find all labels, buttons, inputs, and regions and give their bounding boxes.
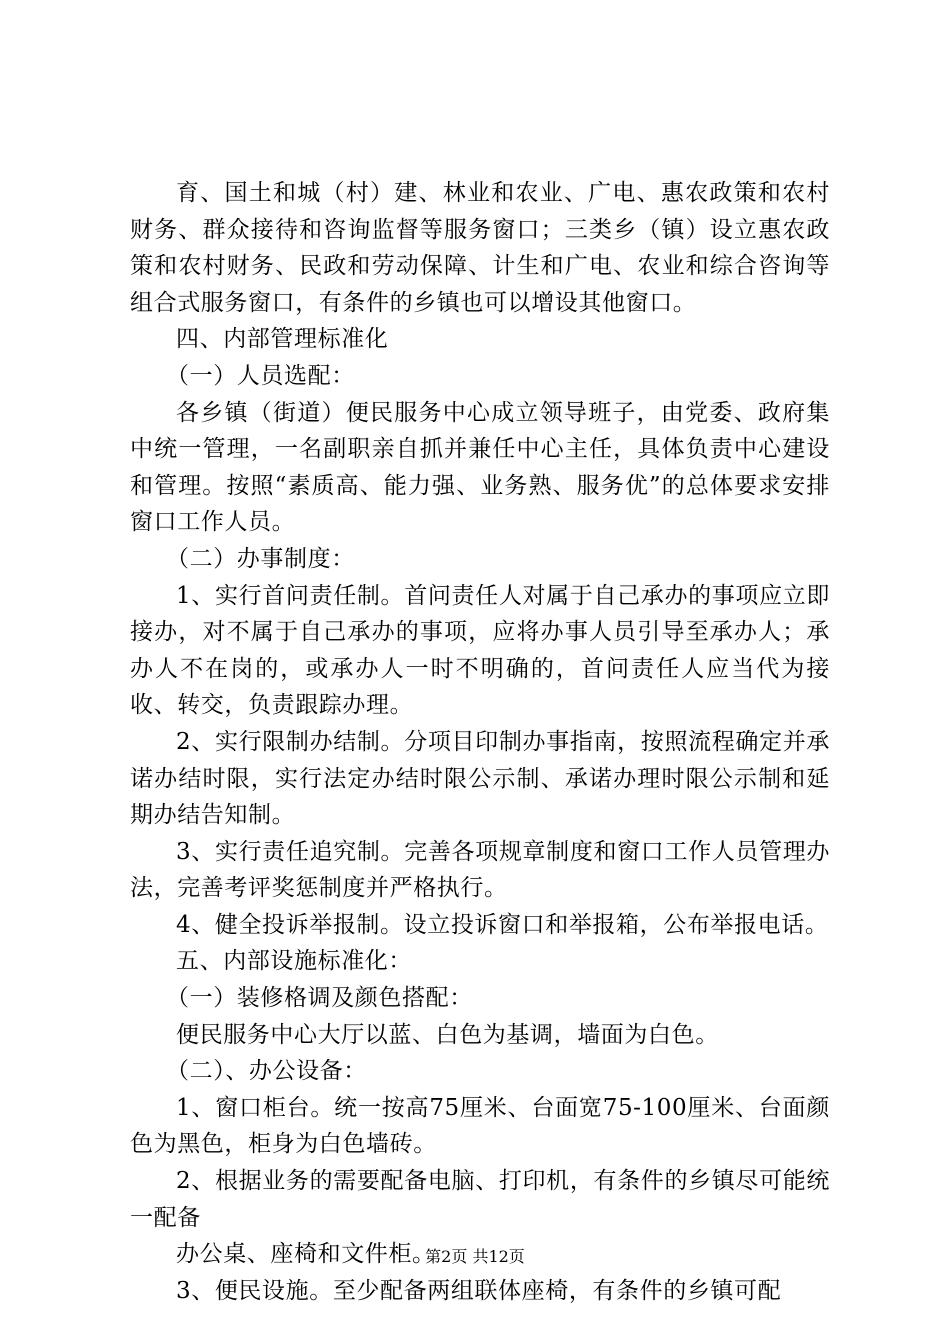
paragraph-furniture: 办公桌、座椅和文件柜。 xyxy=(176,1241,436,1268)
paragraph-staff-selection: 各乡镇（街道）便民服务中心成立领导班子，由党委、政府集中统一管理，一名副职亲自抓并兼任中心主任，具体负责中心建设和管理。按照“素质高、能力强、业务熟、服务优”的总体要求安排窗口工作人员。 xyxy=(130,399,830,536)
paragraph-accountability: 3、实行责任追究制。完善各项规章制度和窗口工作人员管理办法，完善考评奖惩制度并严格执行。 xyxy=(130,838,830,902)
paragraph-computers: 2、根据业务的需要配备电脑、打印机，有条件的乡镇尽可能统一配备 xyxy=(130,1168,830,1231)
paragraph-complaints: 4、健全投诉举报制。设立投诉窗口和举报箱，公布举报电话。 xyxy=(176,911,829,938)
subheading-decoration: （一）装修格调及颜色搭配： xyxy=(166,985,473,1012)
document-body xyxy=(130,175,830,1309)
subheading-work-system: （二）办事制度： xyxy=(166,545,355,572)
paragraph-time-limit: 2、实行限制办结制。分项目印制办事指南，按照流程确定并承诺办结时限，实行法定办结时限公示制、承诺办理时限公示制和延期办结告知制。 xyxy=(130,728,830,829)
paragraph-window-services: 育、国土和城（村）建、林业和农业、广电、惠农政策和农村财务、群众接待和咨询监督等服务窗口；三类乡（镇）设立惠农政策和农村财务、民政和劳动保障、计生和广电、农业和综合咨询等组合式服务窗口，有条件的乡镇也可以增设其他窗口。 xyxy=(130,180,830,316)
paragraph-counter: 1、窗口柜台。统一按高75厘米、台面宽75-100厘米、台面颜色为黑色，柜身为白色墙砖。 xyxy=(130,1094,830,1158)
subheading-office-equipment: （二）、办公设备： xyxy=(166,1058,367,1085)
paragraph-decoration: 便民服务中心大厅以蓝、白色为基调，墙面为白色。 xyxy=(176,1021,719,1048)
paragraph-convenience: 3、便民设施。至少配备两组联体座椅，有条件的乡镇可配 xyxy=(176,1277,782,1304)
subheading-staff-selection: （一）人员选配： xyxy=(166,362,355,389)
paragraph-first-inquiry: 1、实行首问责任制。首问责任人对属于自己承办的事项应立即接办，对不属于自己承办的事项，应将办事人员引导至承办人；承办人不在岗的，或承办人一时不明确的，首问责任人应当代为接收、转交，负责跟踪办理。 xyxy=(130,582,830,719)
page-number-footer: 第2页 共12页 xyxy=(425,1247,525,1266)
heading-internal-facilities: 五、内部设施标准化： xyxy=(176,948,412,975)
heading-internal-management: 四、内部管理标准化 xyxy=(176,326,389,353)
